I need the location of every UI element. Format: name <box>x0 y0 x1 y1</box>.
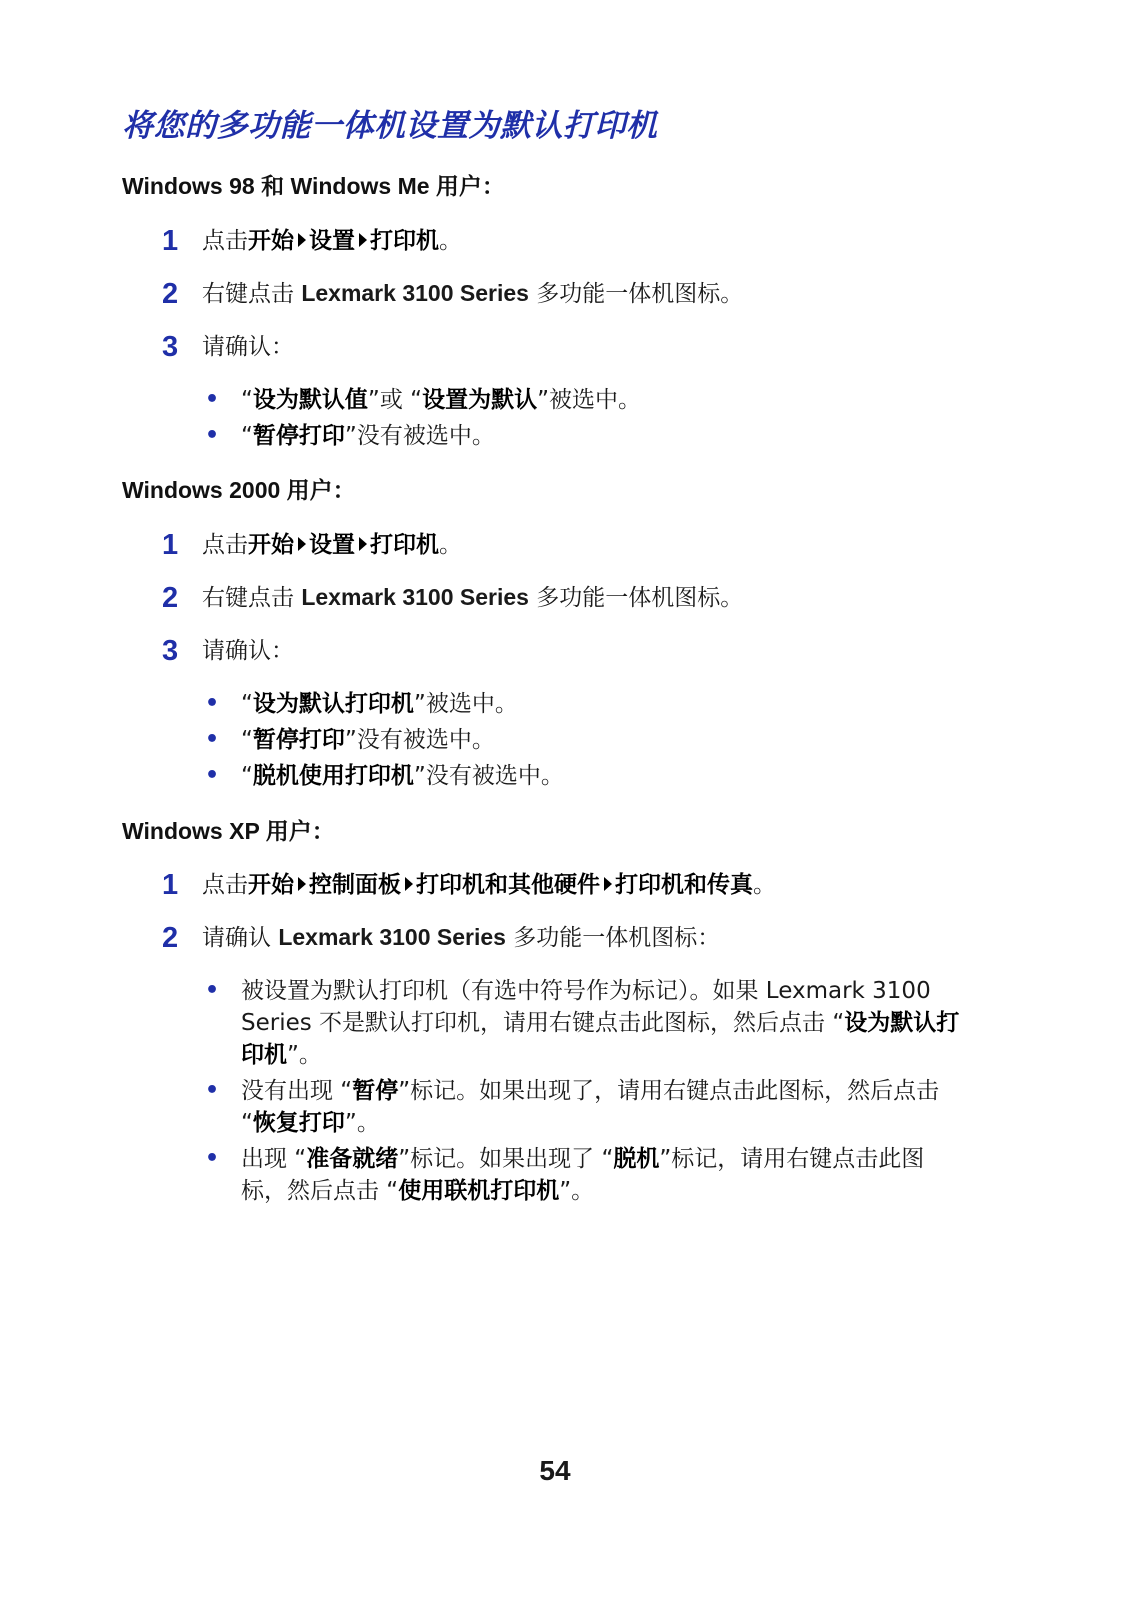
triangle-right-icon <box>298 233 306 247</box>
triangle-right-icon <box>298 877 306 891</box>
bullet-text: ”标记。如果出现了，请用右键点击此图标，然后点击 “ <box>241 1078 940 1136</box>
page-title: 将您的多功能一体机设置为默认打印机 <box>122 108 658 144</box>
step-1-winxp <box>162 866 776 902</box>
bullet-bold: 使用联机打印机 <box>398 1178 560 1204</box>
bullet-bold: 脱机使用打印机 <box>252 763 414 789</box>
bullet-text: ”被选中。 <box>537 387 641 413</box>
menu-path-printers-faxes: 打印机和传真 <box>615 872 753 898</box>
product-name: Lexmark 3100 Series <box>278 924 506 950</box>
step-text: 请确认： <box>202 638 294 664</box>
bullet-text: ”没有被选中。 <box>344 423 495 449</box>
bullet-text: ”标记。如果出现了 “ <box>398 1146 614 1172</box>
bullet-text: “ <box>241 387 253 413</box>
step-text: 多功能一体机图标。 <box>528 585 744 611</box>
bullet-bold: 恢复打印 <box>252 1110 345 1136</box>
triangle-right-icon <box>359 537 367 551</box>
bullet-icon: • <box>205 423 220 448</box>
menu-path-start: 开始 <box>248 532 294 558</box>
bullet-text: 被设置为默认打印机（有选中符号作为标记）。如果 Lexmark 3100 Series 不是默认打印机，请用右键点击此图标，然后点击 “ <box>241 978 931 1036</box>
step-2-win2000 <box>162 579 743 615</box>
step-3-win98 <box>162 328 294 364</box>
bullet-item <box>205 760 1005 792</box>
bullet-bold: 暂停打印 <box>252 423 345 449</box>
bullet-item <box>205 975 970 1071</box>
section-heading-winxp: Windows XP 用户： <box>122 818 335 844</box>
menu-path-control-panel: 控制面板 <box>309 872 401 898</box>
bullet-icon: • <box>205 978 220 1003</box>
step-text: 请确认 <box>202 925 279 951</box>
step-1-win2000 <box>162 526 462 562</box>
triangle-right-icon <box>359 233 367 247</box>
bullet-text: ”被选中。 <box>413 691 518 717</box>
bullet-bold: 暂停打印 <box>252 727 345 753</box>
step-number: 2 <box>162 922 179 954</box>
step-text: 多功能一体机图标。 <box>528 281 744 307</box>
bullet-bold: 设置为默认 <box>422 387 538 413</box>
bullet-item <box>205 1075 970 1139</box>
step-number: 1 <box>162 869 179 901</box>
step-text: 点击 <box>202 872 248 898</box>
step-text: 。 <box>753 872 776 898</box>
bullet-icon: • <box>205 1078 220 1103</box>
step-number: 2 <box>162 582 179 614</box>
bullet-text: ”没有被选中。 <box>344 727 495 753</box>
bullet-item <box>205 724 1005 756</box>
bullet-icon: • <box>205 1146 220 1171</box>
section-heading-win98-me: Windows 98 和 Windows Me 用户： <box>122 173 505 199</box>
product-name: Lexmark 3100 Series <box>301 280 529 306</box>
bullet-text: 没有出现 “ <box>241 1078 353 1104</box>
bullet-text: “ <box>241 423 253 449</box>
bullet-bold: 准备就绪 <box>306 1146 399 1172</box>
bullet-bold: 脱机 <box>613 1146 660 1172</box>
bullet-item <box>205 420 1005 452</box>
bullet-bold: 设为默认打印机 <box>241 1010 960 1068</box>
bullet-text: “ <box>241 727 253 753</box>
step-number: 3 <box>162 331 179 363</box>
step-number: 3 <box>162 635 179 667</box>
step-text: 右键点击 <box>202 281 302 307</box>
bullet-icon: • <box>205 387 220 412</box>
step-text: 右键点击 <box>202 585 302 611</box>
step-number: 1 <box>162 529 179 561</box>
menu-path-printers-hardware: 打印机和其他硬件 <box>416 872 600 898</box>
bullet-bold: 暂停 <box>352 1078 399 1104</box>
bullet-text: ”没有被选中。 <box>413 763 564 789</box>
step-text: 点击 <box>202 228 248 254</box>
page-number: 54 <box>539 1455 571 1486</box>
bullet-text: “ <box>241 691 253 717</box>
section-heading-win2000: Windows 2000 用户： <box>122 477 356 503</box>
step-text: 请确认： <box>202 334 294 360</box>
triangle-right-icon <box>604 877 612 891</box>
bullet-bold: 设为默认值 <box>252 387 368 413</box>
triangle-right-icon <box>405 877 413 891</box>
product-name: Lexmark 3100 Series <box>301 584 529 610</box>
step-text: 点击 <box>202 532 248 558</box>
menu-path-printers: 打印机 <box>370 532 439 558</box>
bullet-item <box>205 688 1005 720</box>
bullet-text: ”。 <box>559 1178 595 1204</box>
bullet-icon: • <box>205 727 220 752</box>
bullet-icon: • <box>205 691 220 716</box>
step-text: 。 <box>439 228 462 254</box>
bullet-item <box>205 384 1005 416</box>
step-text: 。 <box>439 532 462 558</box>
step-1-win98 <box>162 222 462 258</box>
bullet-text: ”或 “ <box>367 387 423 413</box>
bullet-text: ”。 <box>287 1042 322 1068</box>
bullet-bold: 设为默认打印机 <box>252 691 414 717</box>
bullet-text: ”。 <box>344 1110 380 1136</box>
step-2-win98 <box>162 275 743 311</box>
bullet-item <box>205 1143 970 1207</box>
step-3-win2000 <box>162 632 294 668</box>
bullet-text: 出现 “ <box>241 1146 307 1172</box>
menu-path-start: 开始 <box>248 228 294 254</box>
step-number: 1 <box>162 225 179 257</box>
menu-path-settings: 设置 <box>309 228 355 254</box>
menu-path-start: 开始 <box>248 872 294 898</box>
step-2-winxp <box>162 919 720 955</box>
bullet-icon: • <box>205 763 220 788</box>
bullet-text: “ <box>241 763 253 789</box>
bullet-text: ”标记，请用右键点击此图标，然后点击 “ <box>241 1146 925 1204</box>
menu-path-settings: 设置 <box>309 532 355 558</box>
menu-path-printers: 打印机 <box>370 228 439 254</box>
triangle-right-icon <box>298 537 306 551</box>
step-number: 2 <box>162 278 179 310</box>
step-text: 多功能一体机图标： <box>505 925 721 951</box>
